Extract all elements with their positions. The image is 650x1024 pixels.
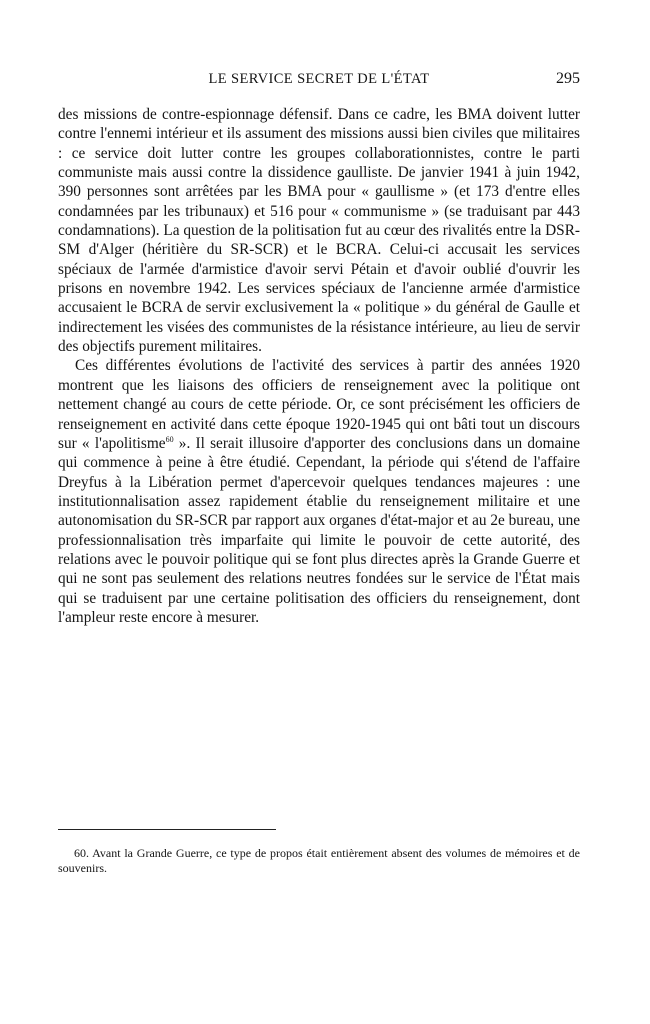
footnote-divider <box>58 829 276 830</box>
running-title: LE SERVICE SECRET DE L'ÉTAT <box>208 71 430 87</box>
footnote-reference[interactable]: 60 <box>165 434 174 444</box>
paragraph-1: des missions de contre-espionnage défensif. Dans ce cadre, les BMA doivent lutter contre l'ennemi intérieur et ils assument des missions aussi bien civiles que militaires : ce service doit lutter contre les groupes collaborationnistes, contre le parti communiste mais aussi contre la dissidence gaulliste. De janvier 1941 à juin 1942, 390 personnes sont arrêtées par les BMA pour « gaullisme » (et 173 d'entre elles condamnées par les tribunaux) et 516 pour « communisme » (se traduisant par 443 condamnations). La question de la politisation fut au cœur des rivalités entre la DSR-SM d'Alger (héritière du SR-SCR) et le BCRA. Celui-ci accusait les services spéciaux de l'armée d'armistice d'avoir servi Pétain et d'avoir oublié d'ouvrir les prisons en novembre 1942. Les services spéciaux de l'ancienne armée d'armistice accusaient le BCRA de servir exclusivement la « politique » du général de Gaulle et indirectement les visées des communistes de la résistance intérieure, au lieu de servir des objectifs purement militaires. <box>58 106 580 356</box>
footnote-60: 60. Avant la Grande Guerre, ce type de propos était entièrement absent des volumes de mémoires et de souvenirs. <box>58 846 580 875</box>
paragraph-2 <box>58 356 580 627</box>
paragraph-2-start: Ces différentes évolutions de l'activité des services à partir des années 1920 montrent que les liaisons des officiers de renseignement avec la politique ont nettement changé au cours de cette période. Or, ce sont précisément les officiers de renseignement en activité dans cette époque 1920-1945 qui ont bâti tout un discours sur « l'apolitisme <box>58 357 580 452</box>
page-number: 295 <box>556 70 580 87</box>
body-text <box>58 105 580 627</box>
running-head <box>58 68 580 90</box>
paragraph-2-end: ». Il serait illusoire d'apporter des conclusions dans un domaine qui commence à peine à être étudié. Cependant, la période qui s'étend de l'affaire Dreyfus à la Libération permet d'apercevoir quelques tendances majeures : une institutionnalisation assez rapidement établie du renseignement militaire et une autonomisation du SR-SCR par rapport aux organes d'état-major et au 2e bureau, une professionnalisation très imparfaite qui limite le pouvoir de cette autorité, des relations avec le pouvoir politique qui se font plus directes après la Grande Guerre et qui ne sont pas seulement des relations neutres fondées sur le service de l'État mais qui se traduisent par une certaine politisation des officiers du renseignement, dont l'ampleur reste encore à mesurer. <box>58 434 581 626</box>
